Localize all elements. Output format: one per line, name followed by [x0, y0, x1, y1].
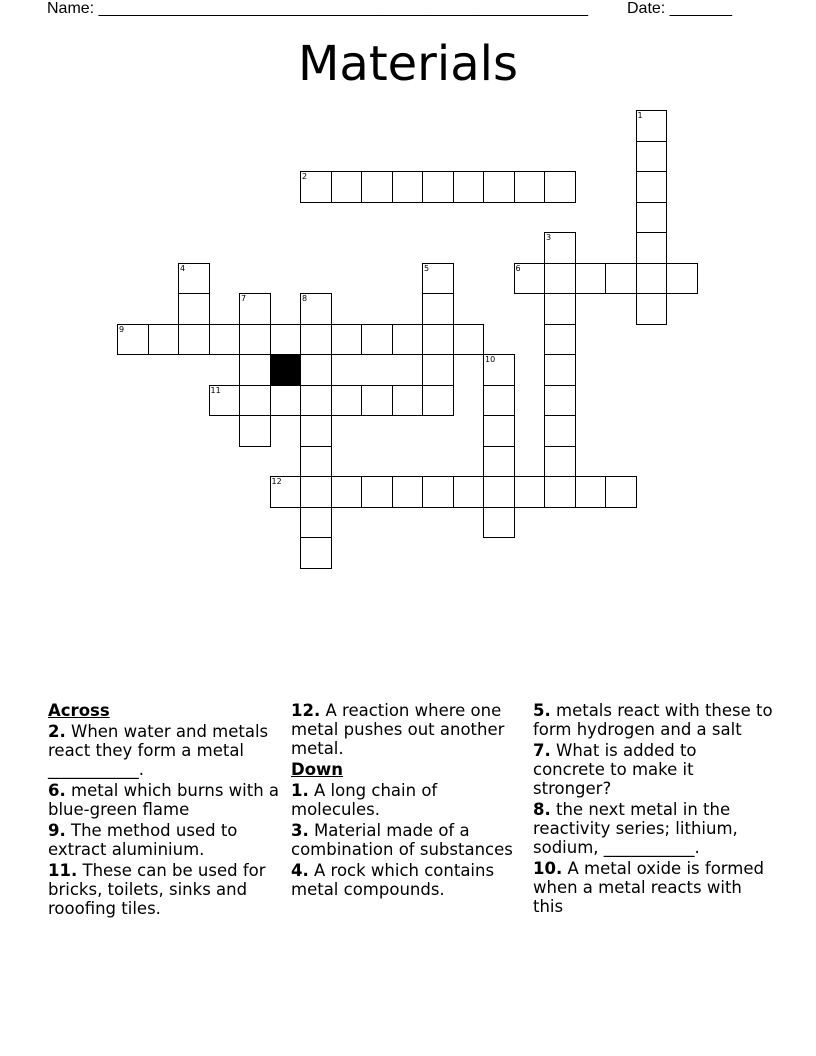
crossword-cell[interactable] — [239, 354, 271, 386]
crossword-cell[interactable] — [544, 354, 576, 386]
clue-column-3 — [533, 701, 773, 918]
crossword-cell[interactable] — [178, 324, 210, 356]
crossword-cell[interactable] — [331, 171, 363, 203]
clue-across-9: 9. The method used to extract aluminium. — [48, 821, 238, 859]
clue-number: 3 — [546, 233, 552, 242]
crossword-cell[interactable] — [605, 263, 637, 295]
crossword-cell[interactable] — [239, 385, 271, 417]
crossword-cell[interactable] — [392, 476, 424, 508]
crossword-cell[interactable] — [636, 293, 668, 325]
down-heading: Down — [291, 760, 344, 779]
crossword-cell[interactable] — [239, 415, 271, 447]
clue-number: 8 — [302, 294, 308, 303]
clue-across-11: 11. These can be used for bricks, toilets, sinks and rooofing tiles. — [48, 861, 266, 918]
crossword-cell[interactable] — [300, 507, 332, 539]
crossword-cell[interactable] — [300, 446, 332, 478]
crossword-cell[interactable] — [361, 476, 393, 508]
date-label: Date: — [627, 0, 666, 17]
clue-down-1: 1. A long chain of molecules. — [291, 781, 438, 819]
crossword-cell[interactable] — [636, 263, 668, 295]
crossword-cell[interactable] — [544, 324, 576, 356]
crossword-cell[interactable] — [453, 324, 485, 356]
clue-number: 10 — [485, 355, 496, 364]
crossword-cell[interactable] — [422, 354, 454, 386]
clue-number: 11 — [210, 385, 221, 395]
crossword-cell[interactable] — [483, 446, 515, 478]
crossword-cell[interactable] — [300, 415, 332, 447]
crossword-cell[interactable] — [422, 476, 454, 508]
crossword-cell[interactable] — [666, 263, 698, 295]
crossword-cell[interactable] — [209, 385, 241, 417]
date-line: _______ — [669, 0, 732, 17]
crossword-cell[interactable] — [544, 263, 576, 295]
crossword-cell[interactable] — [392, 385, 424, 417]
crossword-cell[interactable] — [300, 354, 332, 386]
clue-number: 9 — [119, 324, 125, 334]
crossword-cell[interactable] — [361, 324, 393, 356]
crossword-cell[interactable] — [148, 324, 180, 356]
clue-number: 1 — [637, 111, 643, 120]
crossword-cell[interactable] — [392, 324, 424, 356]
clue-down-5: 5. metals react with these to form hydrogen and a salt — [533, 701, 773, 739]
crossword-cell[interactable] — [392, 171, 424, 203]
crossword-cell[interactable] — [514, 476, 546, 508]
crossword-cell[interactable] — [270, 476, 302, 508]
crossword-cell[interactable] — [483, 354, 515, 386]
clue-across-6: 6. metal which burns with a blue-green flame — [48, 781, 280, 819]
crossword-cell[interactable] — [270, 324, 302, 356]
crossword-block — [270, 354, 302, 386]
crossword-cell[interactable] — [300, 385, 332, 417]
crossword-cell[interactable] — [514, 263, 546, 295]
crossword-cell[interactable] — [483, 385, 515, 417]
crossword-cell[interactable] — [422, 263, 454, 295]
name-line: _______________________________________________________ — [98, 0, 588, 17]
page-title: Materials — [297, 36, 518, 92]
crossword-cell[interactable] — [544, 476, 576, 508]
crossword-cell[interactable] — [544, 293, 576, 325]
crossword-cell[interactable] — [270, 385, 302, 417]
crossword-cell[interactable] — [453, 476, 485, 508]
clue-down-3: 3. Material made of a combination of substances — [291, 821, 513, 859]
crossword-cell[interactable] — [300, 324, 332, 356]
crossword-cell[interactable] — [575, 476, 607, 508]
crossword-cell[interactable] — [361, 171, 393, 203]
crossword-cell[interactable] — [422, 171, 454, 203]
crossword-cell[interactable] — [300, 293, 332, 325]
crossword-cell[interactable] — [544, 232, 576, 264]
crossword-cell[interactable] — [636, 110, 668, 142]
clue-number: 2 — [302, 172, 308, 181]
crossword-cell[interactable] — [300, 537, 332, 569]
clue-down-8: 8. the next metal in the reactivity series; lithium, sodium, ___________. — [533, 800, 738, 857]
clue-column-2 — [291, 701, 531, 901]
crossword-cell[interactable] — [636, 232, 668, 264]
clue-across-2: 2. When water and metals react they form a metal ___________. — [48, 722, 269, 779]
clue-column-1 — [48, 701, 288, 920]
crossword-cell[interactable] — [605, 476, 637, 508]
crossword-cell[interactable] — [331, 385, 363, 417]
crossword-cell[interactable] — [483, 476, 515, 508]
crossword-cell[interactable] — [544, 171, 576, 203]
clue-number: 7 — [241, 294, 247, 303]
crossword-cell[interactable] — [544, 385, 576, 417]
crossword-cell[interactable] — [422, 293, 454, 325]
crossword-cell[interactable] — [544, 415, 576, 447]
crossword-cell[interactable] — [117, 324, 149, 356]
crossword-cell[interactable] — [636, 171, 668, 203]
crossword-cell[interactable] — [300, 476, 332, 508]
crossword-cell[interactable] — [453, 171, 485, 203]
crossword-cell[interactable] — [361, 385, 393, 417]
clue-across-12: 12. A reaction where one metal pushes out another metal. — [291, 701, 505, 758]
crossword-cell[interactable] — [636, 202, 668, 234]
crossword-cell[interactable] — [178, 263, 210, 295]
crossword-cell[interactable] — [636, 141, 668, 173]
crossword-cell[interactable] — [544, 446, 576, 478]
crossword-cell[interactable] — [178, 293, 210, 325]
crossword-cell[interactable] — [483, 171, 515, 203]
name-label: Name: — [47, 0, 95, 17]
clue-down-10: 10. A metal oxide is formed when a metal reacts with this — [533, 859, 764, 916]
clue-number: 6 — [515, 263, 521, 273]
crossword-cell[interactable] — [422, 324, 454, 356]
crossword-cell[interactable] — [575, 263, 607, 295]
clue-number: 4 — [180, 263, 186, 273]
crossword-cell[interactable] — [483, 415, 515, 447]
crossword-cell[interactable] — [483, 507, 515, 539]
clue-down-7: 7. What is added to concrete to make it stronger? — [533, 741, 697, 798]
crossword-cell[interactable] — [514, 171, 546, 203]
clue-down-4: 4. A rock which contains metal compounds. — [291, 861, 495, 899]
clue-number: 5 — [424, 263, 430, 273]
crossword-cell[interactable] — [300, 171, 332, 203]
crossword-cell[interactable] — [331, 324, 363, 356]
clue-number: 12 — [271, 477, 282, 486]
crossword-cell[interactable] — [239, 324, 271, 356]
crossword-cell[interactable] — [422, 385, 454, 417]
crossword-cell[interactable] — [239, 293, 271, 325]
crossword-cell[interactable] — [209, 324, 241, 356]
crossword-cell[interactable] — [331, 476, 363, 508]
across-heading: Across — [48, 701, 110, 720]
